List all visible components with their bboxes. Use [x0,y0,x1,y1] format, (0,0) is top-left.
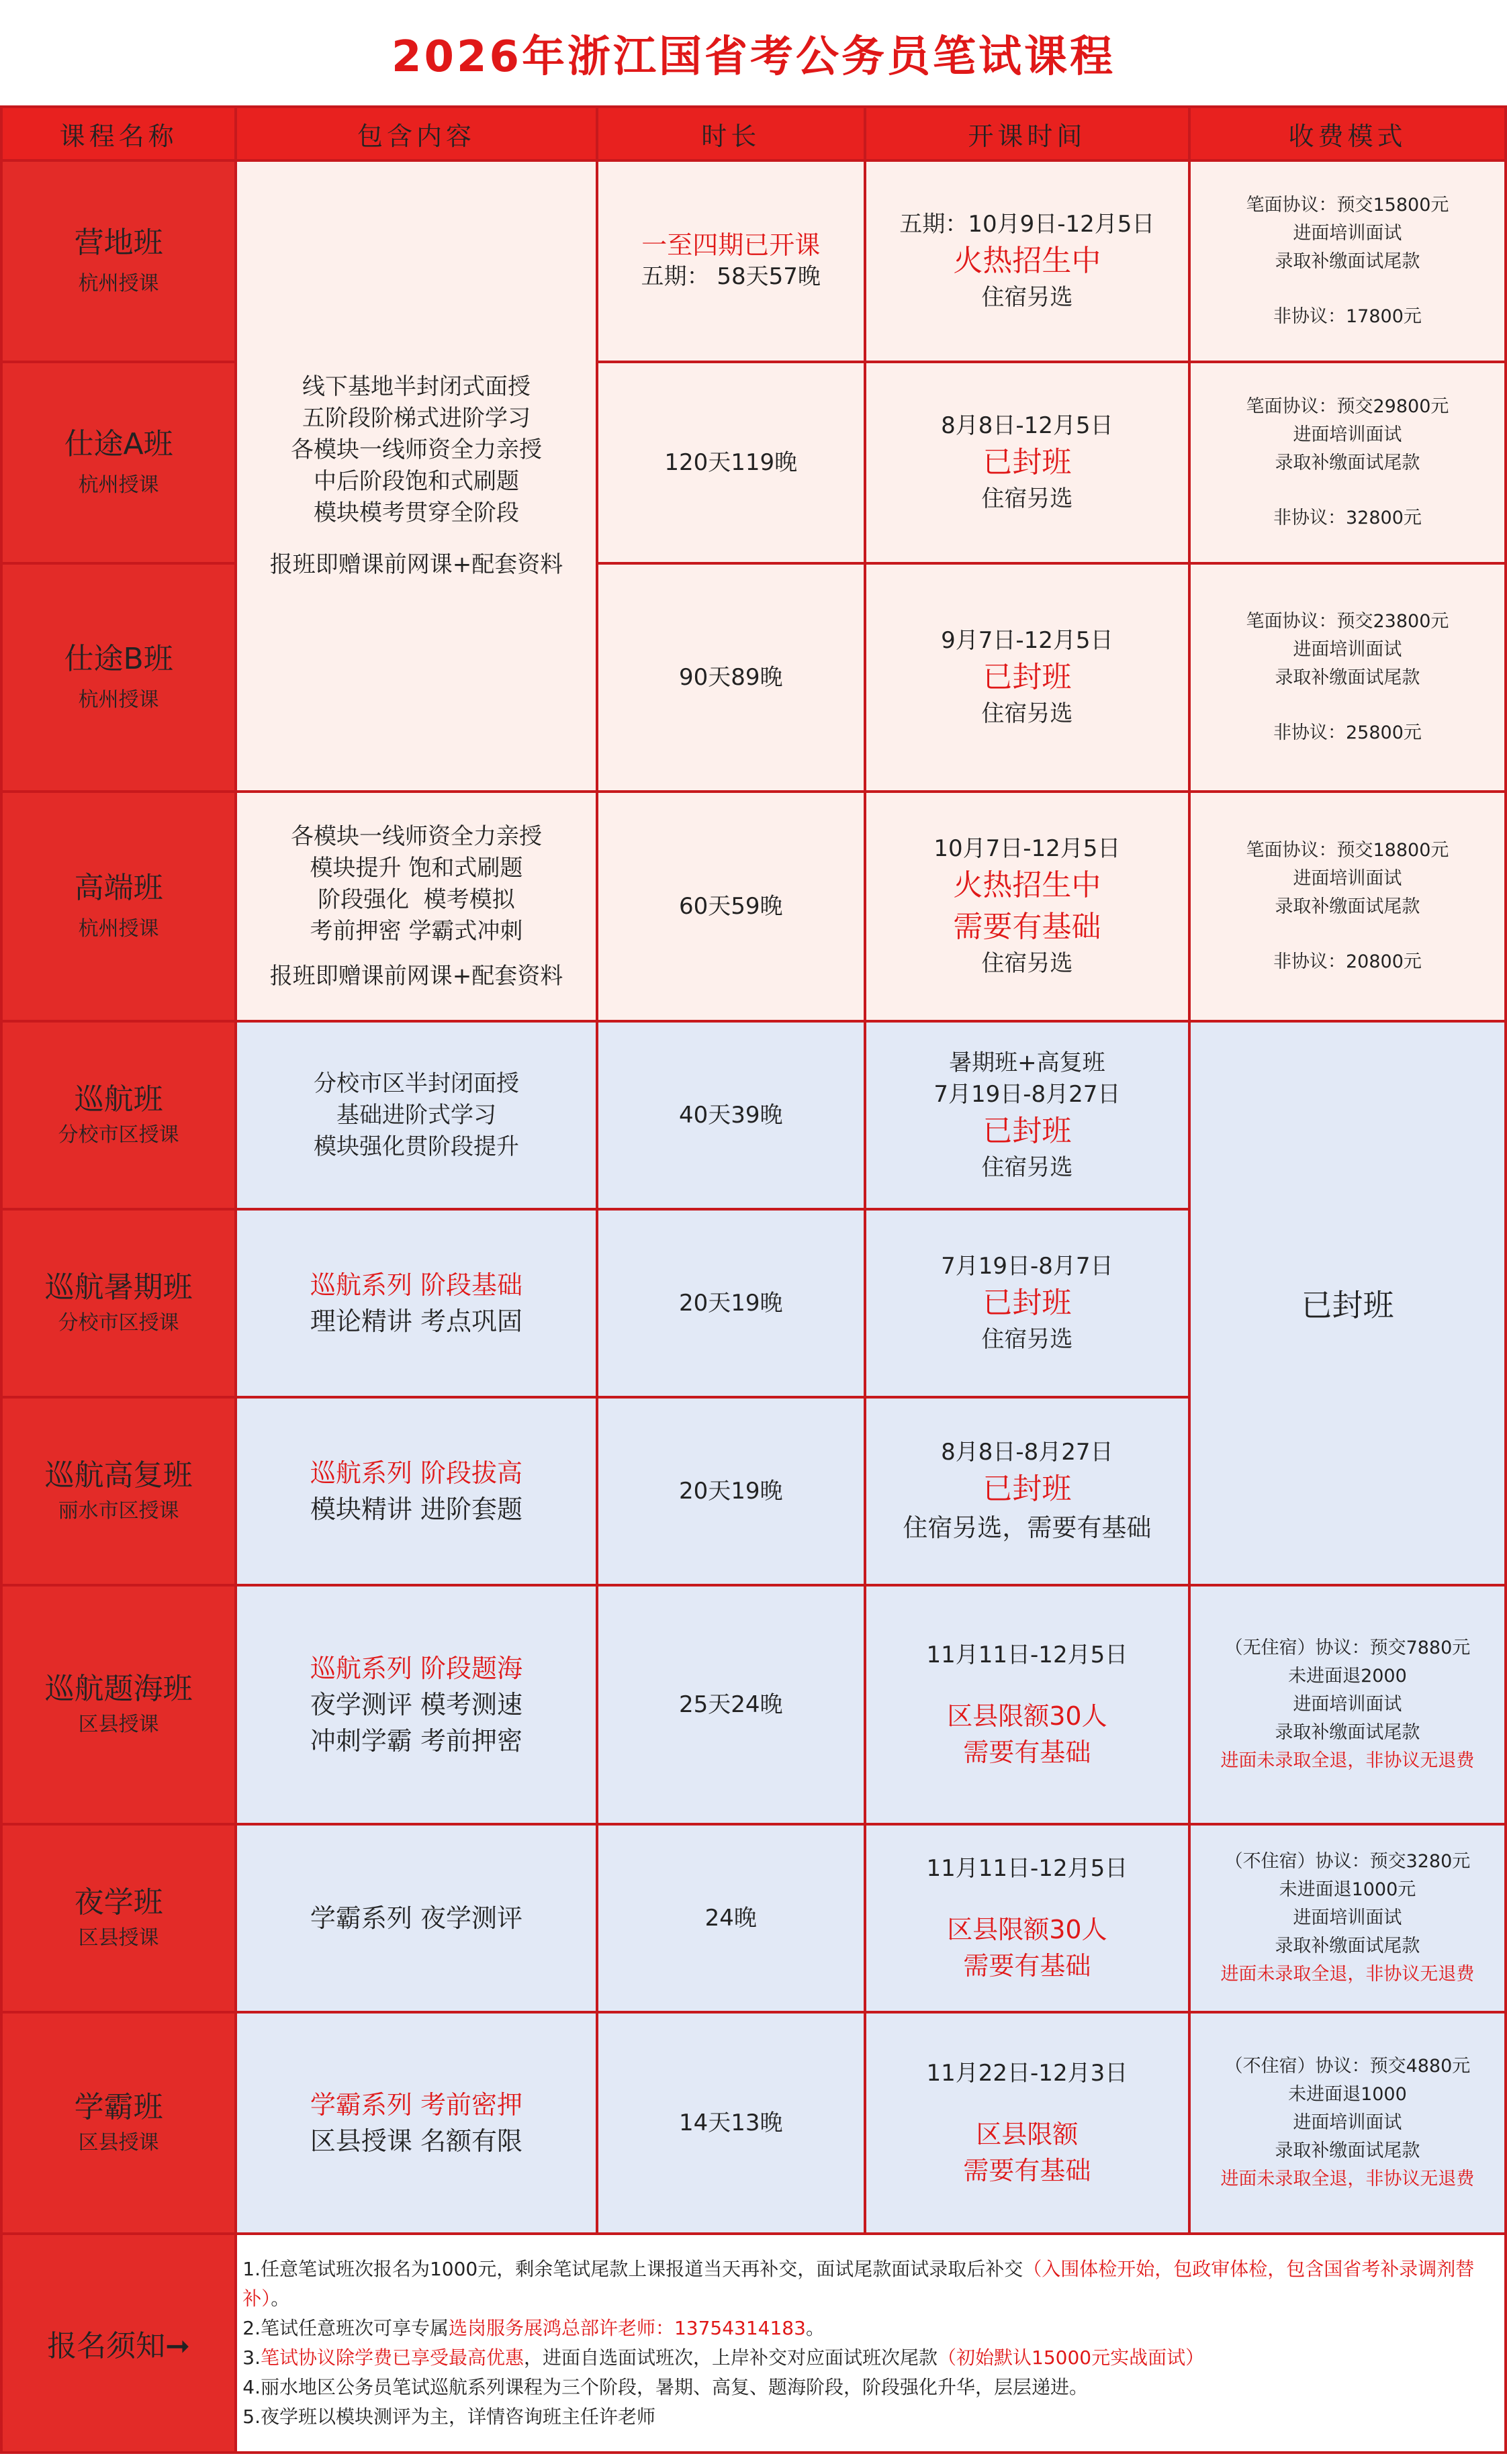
accommodation-note: 住宿另选，需要有基础 [903,1513,1152,1542]
fee-line: 未进面退2000 [1288,1666,1407,1687]
duration-line: 五期： 58天57晚 [641,263,821,290]
content-line: 模块提升 饱和式刷题 [310,854,523,882]
requirement-note: 需要有基础 [963,1950,1091,1981]
quota-note: 区县限额 [976,2119,1079,2149]
fee-cell [1189,362,1506,563]
start-date: 8月8日-12月5日 [941,412,1113,439]
course-name-cell [1,792,236,1021]
enrollment-status: 已封班 [983,1113,1072,1148]
term-note: 暑期班+高复班 [949,1049,1105,1076]
start-time-cell [865,1209,1189,1397]
fee-line: 录取补缴面试尾款 [1275,1722,1420,1743]
course-content-cell [236,160,596,792]
fee-cell [1189,1585,1506,1824]
course-name: 仕途B班 [64,642,173,676]
fee-cell [1189,563,1506,792]
page-title: 2026年浙江国省考公务员笔试课程 [391,32,1116,82]
fee-line: （不住宿）协议：预交4880元 [1224,2056,1471,2077]
requirement-note: 需要有基础 [963,2155,1091,2185]
course-name: 巡航高复班 [44,1458,193,1492]
course-content-cell: 学霸系列 夜学测评 [236,1824,596,2012]
requirement-note: 需要有基础 [953,910,1101,944]
content-line: 各模块一线师资全力亲授 [290,436,542,463]
notes-label: 报名须知➞ [1,2234,236,2453]
content-line: 模块模考贯穿全阶段 [313,500,519,526]
content-line: 理论精讲 考点巩固 [310,1307,522,1336]
fee-cell [1189,792,1506,1021]
course-name-cell [1,1021,236,1209]
enrollment-status: 已封班 [983,445,1072,479]
refund-note: 进面未录取全退，非协议无退费 [1220,2169,1475,2189]
accommodation-note: 住宿另选 [981,700,1073,727]
content-line: 模块强化贯阶段提升 [313,1133,519,1160]
fee-line: （不住宿）协议：预交3280元 [1224,1851,1471,1872]
start-date: 10月7日-12月5日 [933,835,1121,862]
start-date: 9月7日-12月5日 [941,627,1113,654]
content-line: 中后阶段饱和式刷题 [313,468,519,495]
course-content-cell [236,2012,596,2234]
content-line: 巡航系列 阶段拔高 [310,1458,522,1488]
table-header-row [1,107,1506,160]
requirement-note: 需要有基础 [963,1737,1091,1767]
fee-line: 笔面协议：预交18800元 [1246,840,1449,861]
duration-cell: 25天24晚 [597,1585,865,1824]
course-content-cell [236,1585,596,1824]
course-name: 营地班 [74,226,163,260]
fee-cell-sealed: 已封班 [1189,1021,1506,1585]
start-date: 11月11日-12月5日 [926,1854,1128,1882]
content-line: 夜学测评 模考测速 [310,1690,522,1719]
course-location: 区县授课 [78,1926,159,1950]
fee-line: 进面培训面试 [1293,1694,1402,1715]
duration-cell: 20天19晚 [597,1209,865,1397]
fee-line: 录取补缴面试尾款 [1275,2140,1420,2161]
content-line: 区县授课 名额有限 [310,2126,522,2156]
content-line: 考前押密 学霸式冲刺 [310,917,523,945]
quota-note: 区县限额30人 [947,1701,1107,1731]
course-location: 杭州授课 [78,688,159,712]
table-row [1,1824,1506,2012]
content-line: 模块精讲 进阶套题 [310,1495,522,1524]
accommodation-note: 住宿另选 [981,284,1073,311]
notes-row [1,2234,1506,2453]
fee-line: 非协议：17800元 [1273,306,1422,327]
start-date: 11月22日-12月3日 [926,2059,1128,2087]
course-name-cell [1,1209,236,1397]
course-name: 巡航暑期班 [44,1270,193,1305]
start-time-cell [865,2012,1189,2234]
notes-cell [236,2234,1506,2453]
note-line: 5.夜学班以模块测评为主，详情咨询班主任许老师 [242,2406,655,2428]
duration-cell: 60天59晚 [597,792,865,1021]
header-start-time: 开课时间 [865,107,1189,160]
course-name: 巡航题海班 [44,1672,193,1706]
content-line: 分校市区半封闭面授 [313,1070,519,1097]
start-time-cell [865,1585,1189,1824]
fee-line: 笔面协议：预交29800元 [1246,396,1449,417]
table-row [1,563,1506,792]
table-row [1,792,1506,1021]
accommodation-note: 住宿另选 [981,1326,1073,1353]
note-line: 3.笔试协议除学费已享受最高优惠，进面自选面试班次，上岸补交对应面试班次尾款（初始默认15000元实战面试） [242,2347,1205,2369]
refund-note: 进面未录取全退，非协议无退费 [1220,1750,1475,1771]
enrollment-status: 已封班 [983,1471,1072,1506]
fee-cell [1189,1824,1506,2012]
duration-cell: 120天119晚 [597,362,865,563]
refund-note: 进面未录取全退，非协议无退费 [1220,1964,1475,1985]
content-line: 巡航系列 阶段题海 [310,1654,522,1683]
start-date: 7月19日-8月7日 [941,1253,1113,1280]
enrollment-status: 已封班 [983,1286,1072,1320]
fee-line: 未进面退1000 [1288,2084,1407,2105]
start-time-cell [865,563,1189,792]
start-time-cell [865,1824,1189,2012]
fee-line: 录取补缴面试尾款 [1275,667,1420,688]
course-name-cell [1,160,236,362]
duration-cell: 90天89晚 [597,563,865,792]
start-time-cell [865,160,1189,362]
course-location: 杭州授课 [78,272,159,295]
course-name-cell [1,563,236,792]
course-content-cell [236,1397,596,1585]
content-line: 阶段强化 模考模拟 [318,886,515,913]
enrollment-status: 已封班 [983,660,1072,694]
course-name-cell [1,1397,236,1585]
content-line: 线下基地半封闭式面授 [302,373,531,400]
duration-cell: 14天13晚 [597,2012,865,2234]
accommodation-note: 住宿另选 [981,485,1073,512]
course-name: 学霸班 [74,2090,163,2124]
start-time-cell [865,1021,1189,1209]
fee-line: 笔面协议：预交23800元 [1246,611,1449,632]
start-time-cell [865,792,1189,1021]
course-name-cell [1,362,236,563]
fee-line: 进面培训面试 [1293,223,1402,244]
fee-line: 进面培训面试 [1293,2112,1402,2133]
fee-line: 进面培训面试 [1293,639,1402,660]
course-name: 仕途A班 [64,427,173,461]
table-row [1,1585,1506,1824]
duration-cell [597,160,865,362]
fee-cell [1189,160,1506,362]
start-time-cell [865,1397,1189,1585]
content-line: 巡航系列 阶段基础 [310,1270,522,1300]
accommodation-note: 住宿另选 [981,1153,1073,1181]
fee-line: 录取补缴面试尾款 [1275,896,1420,917]
header-course-name: 课程名称 [1,107,236,160]
accommodation-note: 住宿另选 [981,950,1073,977]
course-location: 分校市区授课 [58,1311,179,1335]
table-row [1,160,1506,362]
course-content-cell [236,1209,596,1397]
duration-cell: 20天19晚 [597,1397,865,1585]
table-row [1,1021,1506,1209]
header-fee: 收费模式 [1189,107,1506,160]
course-location: 杭州授课 [78,917,159,941]
course-name-cell [1,2012,236,2234]
content-line: 报班即赠课前网课+配套资料 [269,551,563,578]
enrollment-status: 火热招生中 [953,244,1101,278]
start-date: 五期：10月9日-12月5日 [899,211,1155,238]
course-name: 巡航班 [74,1082,163,1117]
fee-line: 非协议：32800元 [1273,508,1422,528]
fee-cell [1189,2012,1506,2234]
course-name: 夜学班 [74,1885,163,1920]
quota-note: 区县限额30人 [947,1914,1107,1944]
content-line: 冲刺学霸 考前押密 [310,1726,522,1756]
note-line: 4.丽水地区公务员笔试巡航系列课程为三个阶段，暑期、高复、题海阶段，阶段强化升华，层层递进。 [242,2376,1088,2398]
course-location: 分校市区授课 [58,1123,179,1147]
course-name-cell [1,1585,236,1824]
fee-line: 录取补缴面试尾款 [1275,251,1420,272]
fee-line: 录取补缴面试尾款 [1275,453,1420,473]
content-line: 五阶段阶梯式进阶学习 [302,405,531,432]
duration-cell: 24晚 [597,1824,865,2012]
fee-line: 未进面退1000元 [1279,1879,1416,1900]
content-line: 报班即赠课前网课+配套资料 [269,962,563,990]
header-content: 包含内容 [236,107,596,160]
course-location: 杭州授课 [78,473,159,497]
start-date: 11月11日-12月5日 [926,1641,1128,1668]
fee-line: （无住宿）协议：预交7880元 [1224,1638,1471,1658]
course-location: 区县授课 [78,2131,159,2154]
note-line: 1.任意笔试班次报名为1000元，剩余笔试尾款上课报道当天再补交，面试尾款面试录取后补交（入围体检开始，包政审体检，包含国省考补录调剂替补）。 [242,2258,1475,2310]
table-row [1,362,1506,563]
fee-line: 进面培训面试 [1293,424,1402,445]
header-duration: 时长 [597,107,865,160]
content-line: 学霸系列 考前密押 [310,2090,522,2120]
fee-line: 录取补缴面试尾款 [1275,1936,1420,1956]
note-line: 2.笔试任意班次可享专属选岗服务展鸿总部许老师：13754314183。 [242,2317,825,2339]
content-line: 各模块一线师资全力亲授 [290,822,542,850]
course-content-cell [236,1021,596,1209]
course-location: 区县授课 [78,1713,159,1736]
duration-cell: 40天39晚 [597,1021,865,1209]
course-name-cell [1,1824,236,2012]
fee-line: 非协议：25800元 [1273,722,1422,743]
start-date: 7月19日-8月27日 [933,1080,1121,1108]
fee-line: 进面培训面试 [1293,1907,1402,1928]
fee-line: 进面培训面试 [1293,868,1402,889]
course-table [0,105,1507,2454]
start-time-cell [865,362,1189,563]
table-row [1,2012,1506,2234]
course-content-cell [236,792,596,1021]
content-line: 基础进阶式学习 [336,1101,496,1129]
fee-line: 非协议：20800元 [1273,951,1422,972]
enrollment-status: 火热招生中 [953,868,1101,902]
fee-line: 笔面协议：预交15800元 [1246,195,1449,216]
course-location: 丽水市区授课 [58,1499,179,1523]
course-name: 高端班 [74,871,163,905]
start-date: 8月8日-8月27日 [941,1438,1113,1466]
duration-line: 一至四期已开课 [641,230,821,260]
